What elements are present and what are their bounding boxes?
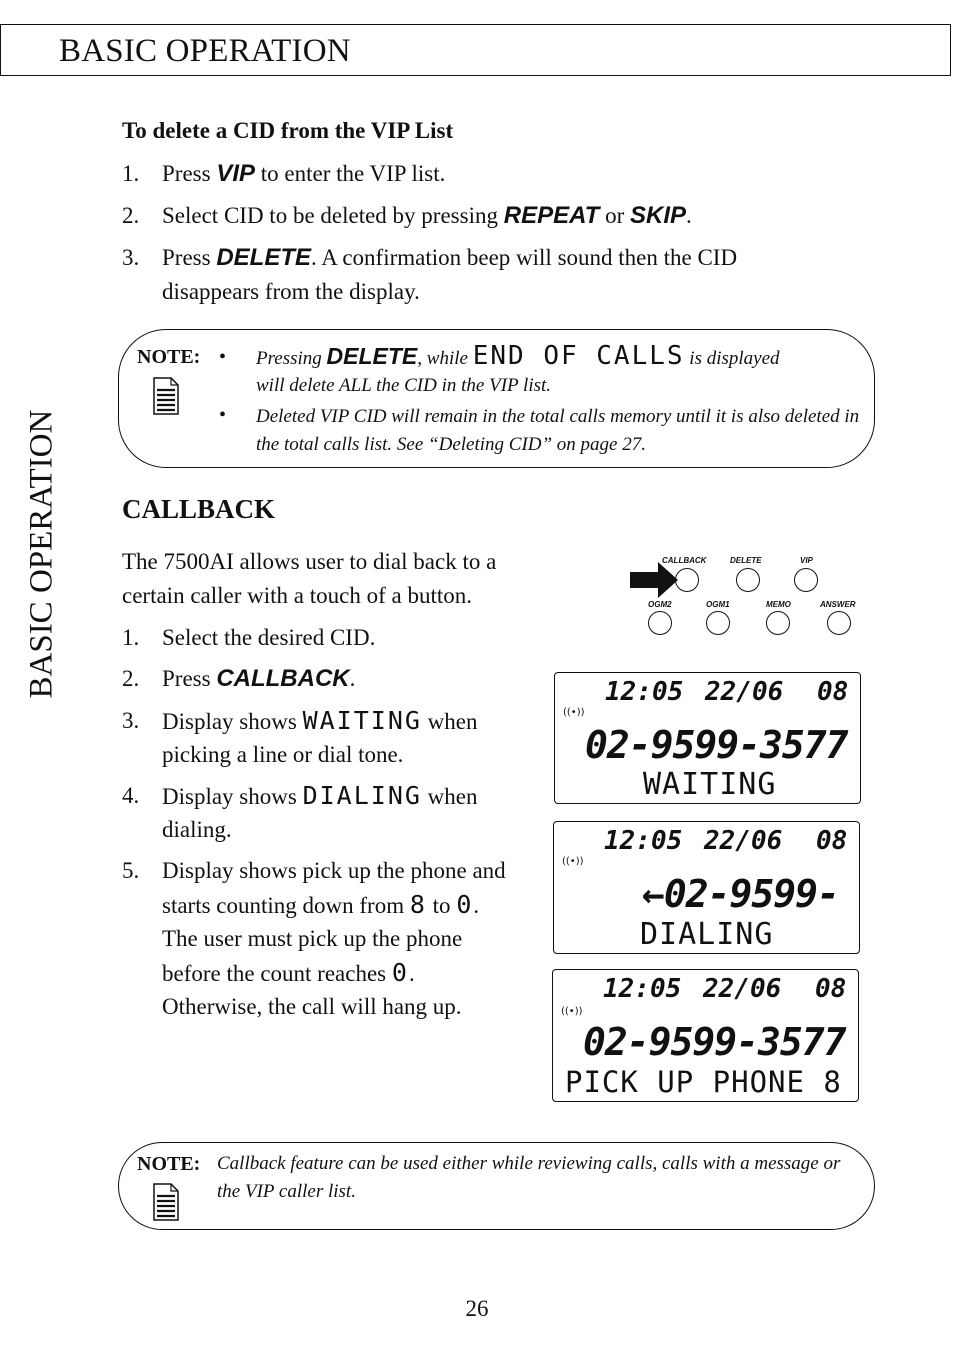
lcd-waiting: WAITING — [302, 706, 422, 735]
note-bullet-2: Deleted VIP CID will remain in the total calls memory until it is also deleted in — [256, 406, 860, 427]
lcd-count: 08 — [817, 677, 849, 707]
lcd-status: DIALING — [640, 917, 774, 952]
note-label: NOTE: — [137, 1153, 201, 1175]
note-icon — [153, 377, 179, 415]
vip-button[interactable] — [794, 568, 818, 592]
side-title: BASIC OPERATION — [23, 409, 60, 699]
delete-heading: To delete a CID from the VIP List — [122, 118, 454, 143]
step-text-continued: disappears from the display. — [162, 279, 420, 304]
step-number: 2. — [122, 666, 140, 691]
lcd-digit: 0 — [391, 958, 409, 987]
callback-heading: CALLBACK — [122, 494, 276, 524]
step-text-continued: Otherwise, the call will hang up. — [162, 994, 462, 1019]
lcd-date: 22/06 — [703, 974, 782, 1004]
lcd-phone-number: 02-9599-3577 — [583, 1020, 846, 1064]
step-text: Display shows WAITING when — [162, 706, 478, 735]
step-text-continued: before the count reaches 0. — [162, 958, 415, 987]
callback-key: CALLBACK — [216, 665, 350, 692]
delete-steps — [122, 157, 882, 317]
bullet: • — [219, 404, 227, 426]
step-text: Press CALLBACK. — [162, 665, 356, 692]
ogm2-button[interactable] — [648, 611, 672, 635]
note-icon — [153, 1183, 179, 1221]
step-text: Press DELETE. A confirmation beep will sound then the CID — [162, 244, 738, 271]
vip-key: VIP — [216, 160, 255, 187]
step-number: 4. — [122, 783, 140, 808]
ogm1-button[interactable] — [706, 611, 730, 635]
step-text: Select the desired CID. — [162, 625, 376, 650]
arrow-icon — [628, 560, 680, 600]
signal-icon: ((•)) — [563, 707, 585, 718]
button-label-vip: VIP — [800, 556, 813, 565]
step-text: Press VIP to enter the VIP list. — [162, 160, 446, 187]
lcd-digit: 8 — [409, 890, 427, 919]
step-number: 1. — [122, 625, 140, 650]
lcd-count: 08 — [815, 974, 847, 1004]
lcd-count: 08 — [816, 826, 848, 856]
note-box — [118, 1142, 875, 1230]
repeat-key: REPEAT — [503, 202, 600, 229]
step-text: Select CID to be deleted by pressing REPEAT or SKIP. — [162, 202, 692, 229]
lcd-end-of-calls: END OF CALLS — [472, 341, 685, 371]
step-text-continued: dialing. — [162, 817, 232, 842]
note-bullet-1: Pressing DELETE, while END OF CALLS is displayed — [256, 341, 780, 371]
button-label-ogm1: OGM1 — [706, 600, 730, 609]
lcd-time: 12:05 — [603, 974, 682, 1004]
note-bullet-2-continued: the total calls list. See “Deleting CID” on page 27. — [256, 434, 646, 455]
callback-button[interactable] — [675, 568, 699, 592]
lcd-time: 12:05 — [604, 826, 683, 856]
step-text: Display shows DIALING when — [162, 781, 478, 810]
step-text-continued: starts counting down from 8 to 0. — [162, 890, 480, 919]
skip-key: SKIP — [629, 202, 686, 229]
answer-button[interactable] — [827, 611, 851, 635]
button-label-ogm2: OGM2 — [648, 600, 672, 609]
note-label: NOTE: — [137, 346, 201, 368]
delete-button[interactable] — [736, 568, 760, 592]
lcd-phone-number: ←02-9599- — [642, 872, 839, 916]
bullet: • — [219, 346, 227, 368]
step-number: 2. — [122, 203, 140, 228]
lcd-date: 22/06 — [705, 677, 784, 707]
callback-text — [122, 545, 542, 1025]
lcd-display-waiting — [554, 672, 861, 804]
lcd-time: 12:05 — [605, 677, 684, 707]
lcd-display-pick-up — [552, 969, 859, 1102]
delete-key: DELETE — [216, 244, 311, 271]
step-text: Display shows pick up the phone and — [162, 858, 506, 883]
lcd-status: PICK UP PHONE 8 — [565, 1065, 842, 1099]
step-text-continued: The user must pick up the phone — [162, 926, 463, 951]
signal-icon: ((•)) — [561, 1006, 583, 1017]
page-header — [0, 24, 951, 76]
memo-button[interactable] — [766, 611, 790, 635]
button-panel — [620, 550, 870, 640]
button-label-answer: ANSWER — [820, 600, 856, 609]
page-number: 26 — [465, 1296, 489, 1321]
button-label-delete: DELETE — [730, 556, 762, 565]
callback-intro: The 7500AI allows user to dial back to a — [122, 549, 497, 574]
lcd-phone-number: 02-9599-3577 — [585, 723, 848, 767]
callback-intro: certain caller with a touch of a button. — [122, 583, 472, 608]
note-box — [118, 329, 875, 468]
step-number: 5. — [122, 858, 140, 883]
step-text-continued: picking a line or dial tone. — [162, 742, 404, 767]
delete-key: DELETE — [326, 343, 418, 369]
note-text: Callback feature can be used either while reviewing calls, calls with a message or — [217, 1153, 841, 1174]
note-bullet-1-continued: will delete ALL the CID in the VIP list. — [256, 375, 552, 396]
step-number: 1. — [122, 161, 140, 186]
button-label-memo: MEMO — [766, 600, 791, 609]
lcd-date: 22/06 — [704, 826, 783, 856]
step-number: 3. — [122, 708, 140, 733]
lcd-digit: 0 — [456, 890, 474, 919]
lcd-status: WAITING — [643, 767, 777, 802]
lcd-display-dialing — [553, 821, 860, 954]
signal-icon: ((•)) — [562, 856, 584, 867]
step-number: 3. — [122, 245, 140, 270]
note-text-continued: the VIP caller list. — [217, 1181, 356, 1202]
header-title: BASIC OPERATION — [59, 33, 351, 69]
button-label-callback: CALLBACK — [662, 556, 707, 565]
lcd-dialing: DIALING — [302, 781, 422, 810]
